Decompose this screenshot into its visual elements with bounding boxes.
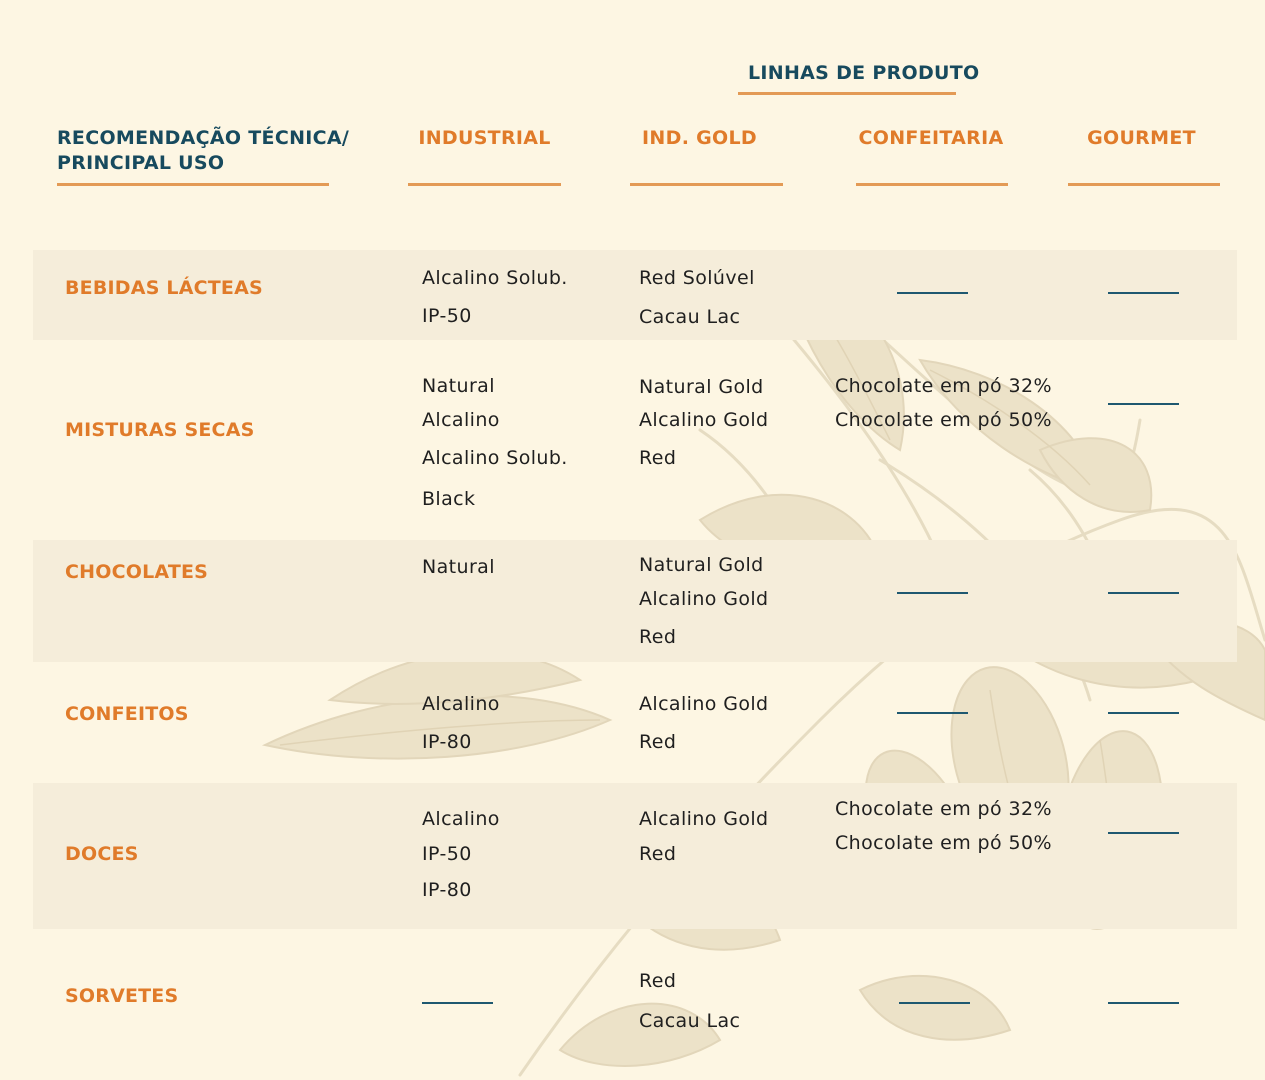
column-underline-confeitaria bbox=[856, 183, 1008, 186]
empty-cell-dash bbox=[1108, 292, 1179, 294]
industrial-item: Alcalino Solub. bbox=[422, 267, 568, 289]
industrial-item: Natural bbox=[422, 556, 495, 578]
empty-cell-dash bbox=[1108, 1002, 1179, 1004]
ind-gold-item: Cacau Lac bbox=[639, 306, 741, 328]
column-header-industrial: INDUSTRIAL bbox=[418, 127, 551, 149]
ind-gold-item: Red bbox=[639, 731, 677, 753]
ind-gold-item: Red bbox=[639, 843, 677, 865]
empty-cell-dash bbox=[897, 292, 968, 294]
empty-cell-dash bbox=[897, 592, 968, 594]
column-header-gourmet: GOURMET bbox=[1087, 127, 1196, 149]
ind-gold-item: Alcalino Gold bbox=[639, 588, 769, 610]
row-label-chocolates: CHOCOLATES bbox=[65, 561, 209, 583]
industrial-item: Alcalino bbox=[422, 693, 500, 715]
row-label-misturas-secas: MISTURAS SECAS bbox=[65, 419, 255, 441]
confeitaria-item: Chocolate em pó 32% bbox=[835, 798, 1052, 820]
industrial-item: Black bbox=[422, 488, 476, 510]
ind-gold-item: Alcalino Gold bbox=[639, 693, 769, 715]
ind-gold-item: Red Solúvel bbox=[639, 267, 755, 289]
empty-cell-dash bbox=[1108, 712, 1179, 714]
industrial-item: Alcalino bbox=[422, 409, 500, 431]
column-underline-gourmet bbox=[1068, 183, 1220, 186]
empty-cell-dash bbox=[897, 712, 968, 714]
recommendation-header bbox=[57, 126, 349, 176]
ind-gold-item: Red bbox=[639, 626, 677, 648]
recommendation-underline bbox=[57, 183, 329, 186]
industrial-item: IP-50 bbox=[422, 843, 472, 865]
row-label-sorvetes: SORVETES bbox=[65, 985, 179, 1007]
industrial-item: Natural bbox=[422, 375, 495, 397]
industrial-item: IP-50 bbox=[422, 305, 472, 327]
empty-cell-dash bbox=[1108, 592, 1179, 594]
ind-gold-item: Alcalino Gold bbox=[639, 808, 769, 830]
ind-gold-item: Cacau Lac bbox=[639, 1010, 741, 1032]
ind-gold-item: Red bbox=[639, 447, 677, 469]
column-underline-ind-gold bbox=[630, 183, 783, 186]
ind-gold-item: Alcalino Gold bbox=[639, 409, 769, 431]
ind-gold-item: Natural Gold bbox=[639, 376, 764, 398]
empty-cell-dash bbox=[422, 1002, 493, 1004]
confeitaria-item: Chocolate em pó 50% bbox=[835, 832, 1052, 854]
industrial-item: Alcalino Solub. bbox=[422, 447, 568, 469]
column-underline-industrial bbox=[408, 183, 561, 186]
ind-gold-item: Red bbox=[639, 970, 677, 992]
recommendation-header-line1: RECOMENDAÇÃO TÉCNICA/ bbox=[57, 127, 350, 149]
ind-gold-item: Natural Gold bbox=[639, 554, 764, 576]
row-label-confeitos: CONFEITOS bbox=[65, 703, 189, 725]
group-title-underline bbox=[738, 92, 956, 95]
empty-cell-dash bbox=[1108, 403, 1179, 405]
industrial-item: IP-80 bbox=[422, 731, 472, 753]
column-header-confeitaria: CONFEITARIA bbox=[858, 127, 1004, 149]
confeitaria-item: Chocolate em pó 32% bbox=[835, 375, 1052, 397]
group-title: LINHAS DE PRODUTO bbox=[748, 62, 980, 84]
industrial-item: Alcalino bbox=[422, 808, 500, 830]
row-label-doces: DOCES bbox=[65, 843, 139, 865]
empty-cell-dash bbox=[899, 1002, 970, 1004]
recommendation-header-line2: PRINCIPAL USO bbox=[57, 152, 225, 174]
confeitaria-item: Chocolate em pó 50% bbox=[835, 409, 1052, 431]
empty-cell-dash bbox=[1108, 832, 1179, 834]
row-label-bebidas-lacteas: BEBIDAS LÁCTEAS bbox=[65, 277, 263, 299]
industrial-item: IP-80 bbox=[422, 879, 472, 901]
column-header-ind-gold: IND. GOLD bbox=[642, 127, 757, 149]
